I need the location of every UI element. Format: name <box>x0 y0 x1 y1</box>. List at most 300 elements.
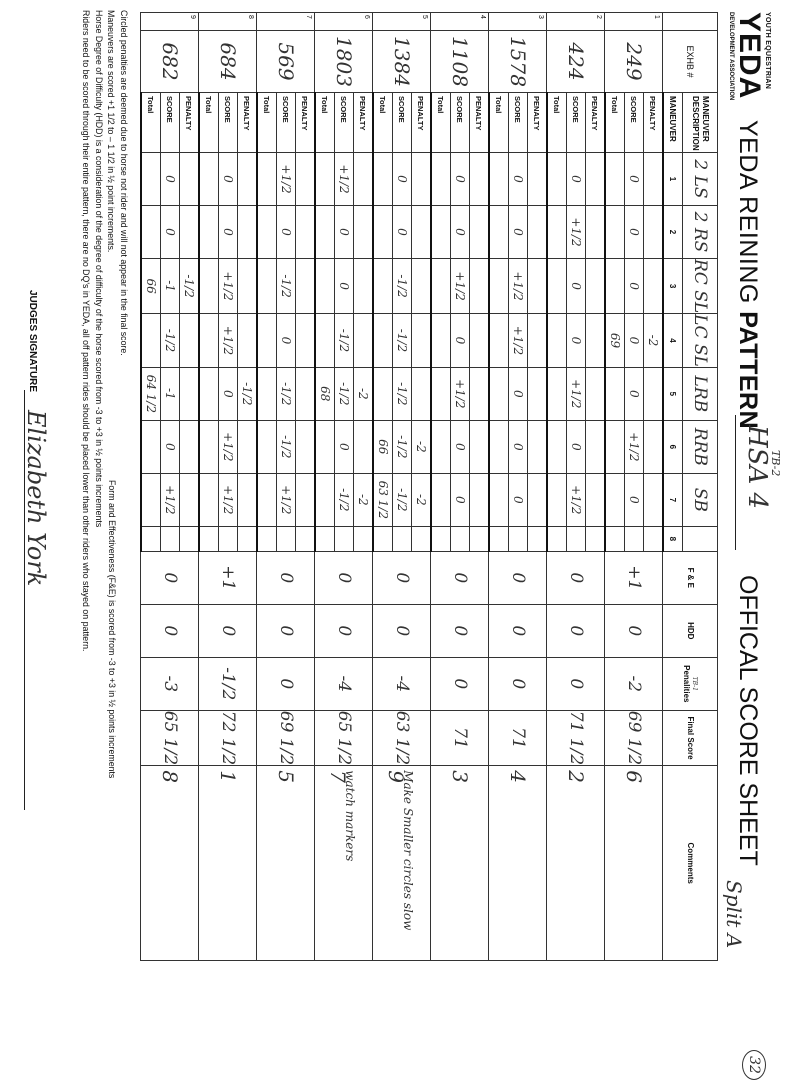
penalty-cell <box>180 420 200 473</box>
total-cell <box>431 473 451 526</box>
penalty-cell <box>470 314 490 368</box>
rider-number: 3 <box>489 13 547 31</box>
maneuver-num-2: 2 <box>663 206 683 259</box>
total-cell: 69 <box>605 314 625 368</box>
score-cell: 0 <box>451 420 470 473</box>
total-cell <box>315 314 335 368</box>
score-cell <box>509 526 528 551</box>
score-cell: 0 <box>625 153 644 206</box>
yeda-logo <box>713 12 771 120</box>
total-cell <box>141 420 161 473</box>
exhibitor-number: 569 <box>257 31 315 93</box>
penalty-cell <box>238 153 258 206</box>
penalty-cell <box>180 367 200 420</box>
comments-cell <box>605 766 663 961</box>
total-cell <box>547 526 567 551</box>
desc-4: LC SL <box>683 314 718 368</box>
total-cell <box>489 206 509 259</box>
penalty-cell <box>296 206 316 259</box>
total-cell <box>315 473 335 526</box>
score-cell: 0 <box>161 206 180 259</box>
desc-3: RC SL <box>683 259 718 314</box>
maneuver-num-5: 5 <box>663 367 683 420</box>
row-label-total: Total <box>257 93 277 153</box>
total-cell <box>199 420 219 473</box>
hdd-score: 0 <box>431 604 489 657</box>
fe-score: 0 <box>547 551 605 604</box>
penalty-cell <box>528 526 548 551</box>
penalty-cell <box>180 314 200 368</box>
row-label-penalty: PENALTY <box>412 93 432 153</box>
desc-2: 2 RS <box>683 206 718 259</box>
pattern-underline <box>735 415 736 550</box>
row-label-score: SCORE <box>277 93 296 153</box>
penalty-total: -1/2 <box>199 657 257 710</box>
total-cell <box>141 153 161 206</box>
row-label-penalty: PENALTY <box>296 93 316 153</box>
score-cell: -1/2 <box>277 367 296 420</box>
total-cell <box>257 526 277 551</box>
maneuver-num-8: 8 <box>663 526 683 551</box>
penalty-cell: -2 <box>354 367 374 420</box>
penalty-cell <box>528 259 548 314</box>
total-cell <box>373 314 393 368</box>
penalty-cell <box>238 314 258 368</box>
final-score: 71 1/2 <box>547 710 605 765</box>
score-cell <box>277 526 296 551</box>
total-cell: 64 1/2 <box>141 367 161 420</box>
rider-number: 4 <box>431 13 489 31</box>
total-cell <box>373 259 393 314</box>
hdd-score: 0 <box>315 604 373 657</box>
total-cell <box>605 259 625 314</box>
placing: 8 <box>158 770 182 783</box>
hdd-score: 0 <box>547 604 605 657</box>
row-label-score: SCORE <box>509 93 528 153</box>
penalty-cell: -2 <box>412 420 432 473</box>
total-cell <box>199 473 219 526</box>
penalty-cell <box>586 206 606 259</box>
rider-6-penalty-row <box>354 13 374 961</box>
rider-number: 1 <box>605 13 663 31</box>
penalty-cell <box>412 259 432 314</box>
total-cell <box>547 367 567 420</box>
total-cell <box>547 473 567 526</box>
footer-line-4: Riders need to be scored through their entire pattern, there are no DQ's in YEDA, all off pattern rides should be placed lower than other riders who stayed on pattern. <box>81 10 92 652</box>
score-cell: +1/2 <box>567 367 586 420</box>
penalty-cell <box>470 259 490 314</box>
pattern-note: TB-2 <box>769 450 782 477</box>
total-cell <box>141 206 161 259</box>
header-final: Final Score <box>663 710 718 765</box>
comments-cell <box>547 766 605 961</box>
penalties-note: TB-1 <box>691 676 699 691</box>
fe-score: +1 <box>199 551 257 604</box>
signature-value: Elizabeth York <box>22 410 50 587</box>
penalty-total: 0 <box>431 657 489 710</box>
score-cell: -1/2 <box>277 259 296 314</box>
row-label-score: SCORE <box>451 93 470 153</box>
comments-cell <box>257 766 315 961</box>
footer-line-2b: Form and Effectiveness (F&E) is scored from -3 to +3 in ½ points increments <box>107 480 117 779</box>
score-cell: +1/2 <box>509 314 528 368</box>
placing: 9 <box>384 770 408 783</box>
score-cell: 0 <box>567 314 586 368</box>
placing: 4 <box>506 770 530 783</box>
score-cell: 0 <box>625 314 644 368</box>
final-score: 69 1/2 <box>605 710 663 765</box>
rider-7-penalty-row <box>296 13 316 961</box>
score-cell: 0 <box>451 153 470 206</box>
score-cell: 0 <box>219 206 238 259</box>
maneuver-num-6: 6 <box>663 420 683 473</box>
exhibitor-number: 684 <box>199 31 257 93</box>
comments-cell <box>489 766 547 961</box>
penalty-cell: -2 <box>412 473 432 526</box>
penalty-cell <box>412 153 432 206</box>
score-cell: 0 <box>625 206 644 259</box>
penalty-cell <box>354 259 374 314</box>
row-label-penalty: PENALTY <box>354 93 374 153</box>
header-maneuver-desc: MANEUVER DESCRIPTION <box>683 93 718 153</box>
total-cell <box>431 153 451 206</box>
score-cell: +1/2 <box>277 473 296 526</box>
comments-cell <box>315 766 373 961</box>
score-cell <box>625 526 644 551</box>
penalty-cell <box>470 206 490 259</box>
desc-6: RRB <box>683 420 718 473</box>
hdd-score: 0 <box>373 604 431 657</box>
score-cell: +1/2 <box>625 420 644 473</box>
score-cell: 0 <box>567 259 586 314</box>
total-cell <box>431 420 451 473</box>
total-cell <box>489 314 509 368</box>
penalty-cell <box>528 420 548 473</box>
penalty-cell: -2 <box>644 314 664 368</box>
penalty-cell <box>644 526 664 551</box>
total-cell <box>605 153 625 206</box>
score-cell: +1/2 <box>219 259 238 314</box>
total-cell <box>605 367 625 420</box>
penalty-cell <box>238 420 258 473</box>
final-score: 63 1/2 <box>373 710 431 765</box>
penalty-total: 0 <box>257 657 315 710</box>
row-label-score: SCORE <box>625 93 644 153</box>
fe-score: 0 <box>431 551 489 604</box>
rider-number: 2 <box>547 13 605 31</box>
score-cell: -1/2 <box>393 473 412 526</box>
penalty-cell <box>586 367 606 420</box>
penalty-total: 0 <box>489 657 547 710</box>
penalty-total: -4 <box>315 657 373 710</box>
penalty-cell <box>470 473 490 526</box>
maneuver-num-3: 3 <box>663 259 683 314</box>
total-cell <box>257 206 277 259</box>
penalty-cell <box>238 206 258 259</box>
score-cell: +1/2 <box>219 420 238 473</box>
rider-3-penalty-row <box>528 13 548 961</box>
score-cell: 0 <box>335 259 354 314</box>
score-cell: 0 <box>451 314 470 368</box>
score-cell: 0 <box>393 153 412 206</box>
total-cell <box>257 473 277 526</box>
penalty-cell <box>412 206 432 259</box>
score-cell: 0 <box>509 153 528 206</box>
penalty-total: -3 <box>141 657 199 710</box>
score-cell: -1/2 <box>393 259 412 314</box>
score-cell: 0 <box>219 153 238 206</box>
comments-cell <box>373 766 431 961</box>
penalty-cell <box>470 420 490 473</box>
header-hdd: HDD <box>663 604 718 657</box>
comment-text: watch markers <box>343 770 357 862</box>
total-cell <box>489 367 509 420</box>
page-title <box>733 120 762 429</box>
exhibitor-number: 1803 <box>315 31 373 93</box>
total-cell <box>547 314 567 368</box>
score-cell: 0 <box>219 367 238 420</box>
exhibitor-number: 682 <box>141 31 199 93</box>
total-cell <box>315 259 335 314</box>
rider-number: 9 <box>141 13 199 31</box>
fe-score: 0 <box>489 551 547 604</box>
total-cell <box>547 259 567 314</box>
total-cell <box>431 206 451 259</box>
row-label-total: Total <box>199 93 219 153</box>
total-cell <box>489 420 509 473</box>
score-cell <box>161 526 180 551</box>
score-cell: +1/2 <box>567 206 586 259</box>
title-suffix: OFFICAL SCORE SHEET <box>734 575 762 866</box>
penalty-cell <box>296 153 316 206</box>
score-cell: -1/2 <box>335 367 354 420</box>
penalty-cell: -1/2 <box>238 367 258 420</box>
comments-cell <box>141 766 199 961</box>
total-cell <box>141 314 161 368</box>
total-cell <box>431 314 451 368</box>
row-label-total: Total <box>547 93 567 153</box>
placing: 3 <box>448 770 472 783</box>
score-cell: -1/2 <box>335 314 354 368</box>
penalty-cell <box>470 153 490 206</box>
penalty-cell <box>296 259 316 314</box>
desc-7: SB <box>683 473 718 526</box>
penalty-cell <box>586 259 606 314</box>
row-label-score: SCORE <box>393 93 412 153</box>
penalty-cell <box>528 473 548 526</box>
score-cell: +1/2 <box>509 259 528 314</box>
row-label-total: Total <box>141 93 161 153</box>
fe-score: 0 <box>257 551 315 604</box>
total-cell <box>489 526 509 551</box>
penalty-cell <box>180 206 200 259</box>
score-cell <box>451 526 470 551</box>
header-comments: Comments <box>663 766 718 961</box>
fe-score: 0 <box>141 551 199 604</box>
sheet-number: 32 <box>742 1050 766 1080</box>
maneuver-num-1: 1 <box>663 153 683 206</box>
header-fe: F & E <box>663 551 718 604</box>
penalty-cell: -2 <box>354 473 374 526</box>
penalty-cell <box>180 526 200 551</box>
total-cell <box>257 259 277 314</box>
total-cell <box>257 420 277 473</box>
rider-9-penalty-row <box>180 13 200 961</box>
placing: 2 <box>564 770 588 783</box>
total-cell <box>605 473 625 526</box>
score-table <box>140 12 718 961</box>
score-cell: +1/2 <box>451 259 470 314</box>
penalty-cell <box>180 153 200 206</box>
logo-line-1: YOUTH EQUESTRIAN <box>764 12 771 90</box>
score-cell: 0 <box>509 367 528 420</box>
footer-line-1: Circled penalties are deemed due to horse not rider and will not appear in the final score. <box>119 10 129 356</box>
score-cell: 0 <box>161 153 180 206</box>
desc-5: LRB <box>683 367 718 420</box>
penalty-cell <box>296 367 316 420</box>
penalty-cell <box>296 473 316 526</box>
penalty-cell <box>528 153 548 206</box>
penalty-cell <box>412 367 432 420</box>
total-cell <box>547 206 567 259</box>
score-cell: +1/2 <box>219 314 238 368</box>
score-cell: 0 <box>277 314 296 368</box>
pattern-value: HSA 4 <box>742 425 772 510</box>
row-label-score: SCORE <box>335 93 354 153</box>
total-cell <box>373 206 393 259</box>
row-label-penalty: PENALTY <box>528 93 548 153</box>
maneuver-num-4: 4 <box>663 314 683 368</box>
total-cell <box>257 314 277 368</box>
total-cell <box>315 153 335 206</box>
penalty-cell <box>586 314 606 368</box>
total-cell <box>605 526 625 551</box>
exhibitor-number: 1384 <box>373 31 431 93</box>
score-cell: -1/2 <box>335 473 354 526</box>
hdd-score: 0 <box>257 604 315 657</box>
score-cell: 0 <box>625 473 644 526</box>
placing: 5 <box>274 770 298 783</box>
penalty-cell <box>528 206 548 259</box>
final-score: 65 1/2 <box>315 710 373 765</box>
rider-5-penalty-row <box>412 13 432 961</box>
desc-8 <box>683 526 718 551</box>
penalty-cell <box>644 206 664 259</box>
final-score: 72 1/2 <box>199 710 257 765</box>
footer-notes <box>80 10 130 1010</box>
total-cell <box>141 473 161 526</box>
total-cell <box>315 420 335 473</box>
score-cell: +1/2 <box>219 473 238 526</box>
row-label-total: Total <box>315 93 335 153</box>
rider-number: 8 <box>199 13 257 31</box>
final-score: 71 <box>489 710 547 765</box>
penalty-cell: -1/2 <box>180 259 200 314</box>
hdd-score: 0 <box>489 604 547 657</box>
rider-number: 6 <box>315 13 373 31</box>
score-cell: 0 <box>567 420 586 473</box>
score-cell: +1/2 <box>277 153 296 206</box>
total-cell <box>547 420 567 473</box>
penalty-cell <box>644 367 664 420</box>
total-cell <box>199 206 219 259</box>
score-cell: 0 <box>335 420 354 473</box>
title-bold: PATTERN <box>734 311 762 430</box>
total-cell <box>373 153 393 206</box>
row-label-penalty: PENALTY <box>180 93 200 153</box>
comments-cell <box>199 766 257 961</box>
rider-number: 7 <box>257 13 315 31</box>
score-cell: 0 <box>567 153 586 206</box>
footer-line-3: Horse Degree of Difficulty (HDD) is a consideration of the degree of difficulty of the horse scored from -3 to +3 in ½ points increments <box>94 10 104 528</box>
total-cell <box>257 367 277 420</box>
row-label-penalty: PENALTY <box>470 93 490 153</box>
total-cell: 68 <box>315 367 335 420</box>
total-cell: 66 <box>373 420 393 473</box>
title-prefix: YEDA REINING <box>734 120 762 304</box>
score-cell <box>567 526 586 551</box>
score-cell: -1/2 <box>277 420 296 473</box>
penalty-cell <box>644 153 664 206</box>
exhibitor-number: 249 <box>605 31 663 93</box>
row-label-penalty: PENALTY <box>238 93 258 153</box>
placing: 7 <box>326 770 350 783</box>
total-cell <box>315 206 335 259</box>
final-score: 69 1/2 <box>257 710 315 765</box>
final-score: 65 1/2 <box>141 710 199 765</box>
score-cell: -1/2 <box>161 314 180 368</box>
score-cell: -1/2 <box>393 314 412 368</box>
row-label-score: SCORE <box>567 93 586 153</box>
header-maneuver: MANEUVER <box>663 93 683 153</box>
split-note: Split A <box>722 880 746 949</box>
score-cell <box>393 526 412 551</box>
exhibitor-number: 424 <box>547 31 605 93</box>
score-cell: +1/2 <box>335 153 354 206</box>
score-cell: 0 <box>509 206 528 259</box>
total-cell <box>431 367 451 420</box>
total-cell <box>431 526 451 551</box>
penalty-cell <box>238 526 258 551</box>
row-label-penalty: PENALTY <box>644 93 664 153</box>
total-cell <box>199 314 219 368</box>
total-cell <box>199 526 219 551</box>
total-cell <box>489 153 509 206</box>
placing: 6 <box>622 770 646 783</box>
exhibitor-number: 1578 <box>489 31 547 93</box>
comment-text: Make Smaller circles slow <box>401 770 415 931</box>
row-label-total: Total <box>489 93 509 153</box>
score-cell: +1/2 <box>451 367 470 420</box>
penalty-cell <box>296 314 316 368</box>
penalty-cell <box>238 259 258 314</box>
header-exhibitor: EXHB # <box>663 31 718 93</box>
score-cell: +1/2 <box>567 473 586 526</box>
score-cell: 0 <box>277 206 296 259</box>
title-row <box>722 120 782 1074</box>
hdd-score: 0 <box>199 604 257 657</box>
penalty-cell <box>470 526 490 551</box>
score-cell: +1/2 <box>161 473 180 526</box>
score-cell: 0 <box>625 367 644 420</box>
rider-2-penalty-row <box>586 13 606 961</box>
penalty-cell <box>586 420 606 473</box>
hdd-score: 0 <box>605 604 663 657</box>
penalty-cell <box>412 314 432 368</box>
score-cell: 0 <box>161 420 180 473</box>
signature-label: JUDGES SIGNATURE <box>27 290 38 393</box>
penalty-cell <box>180 473 200 526</box>
